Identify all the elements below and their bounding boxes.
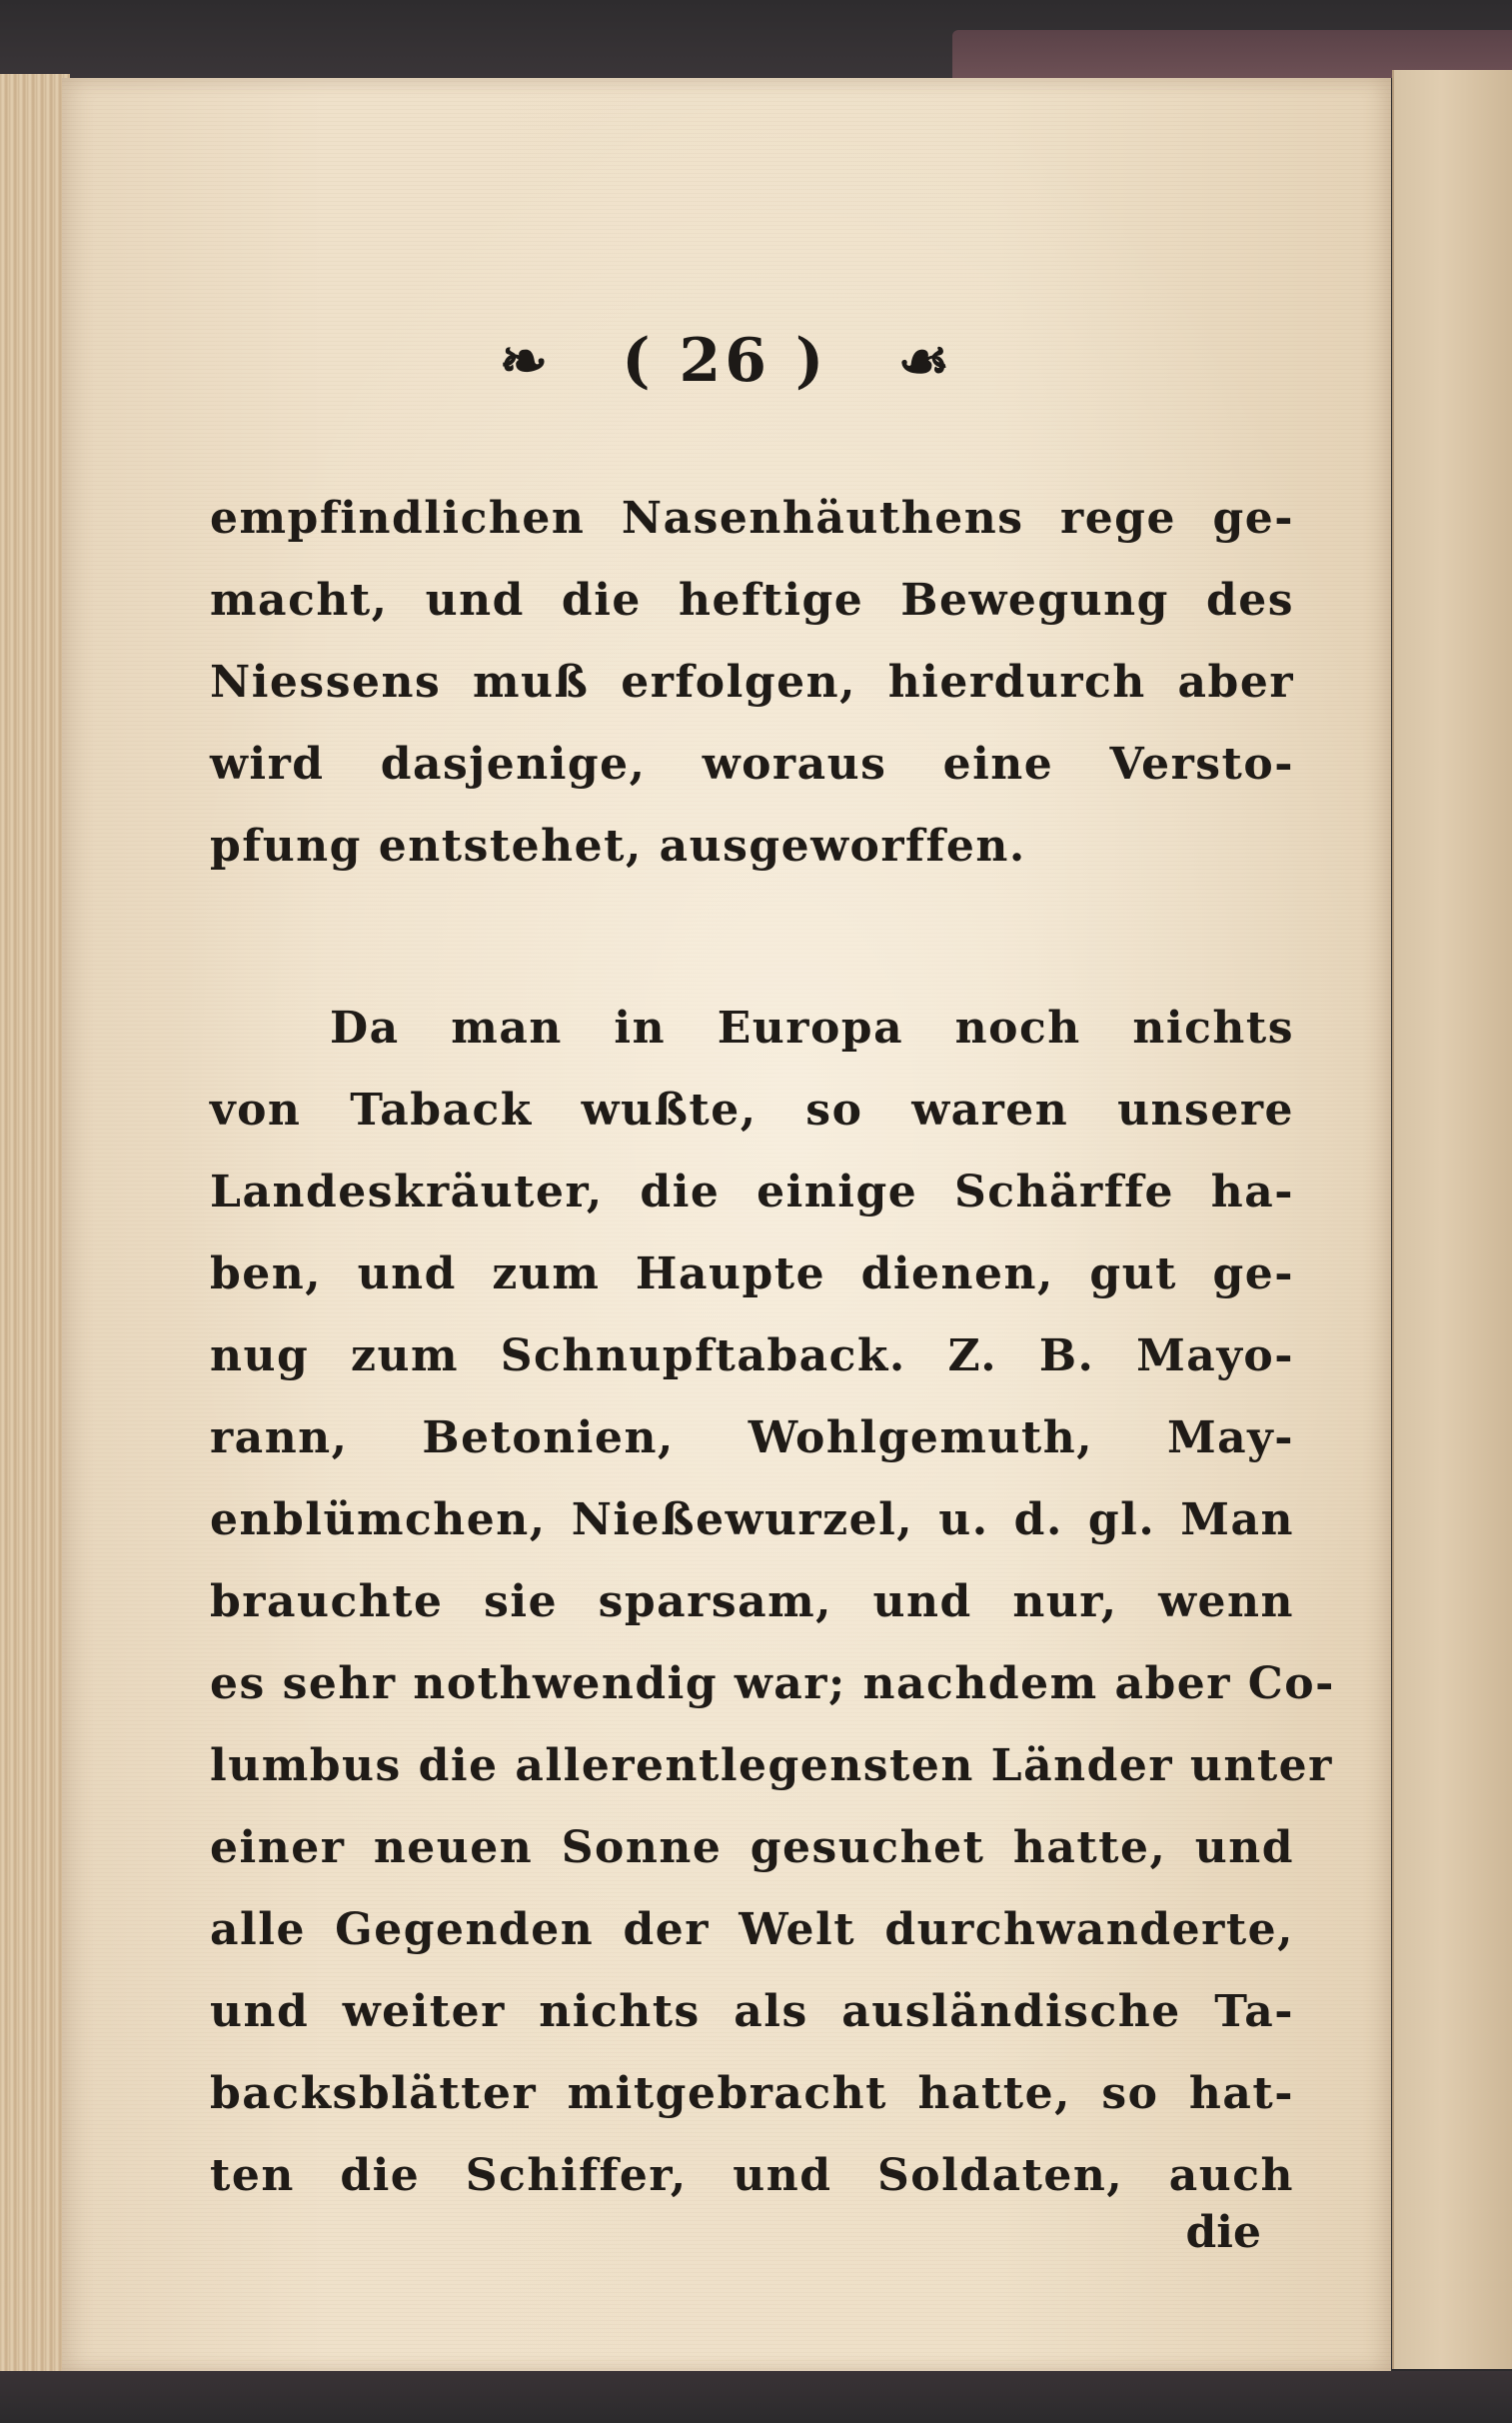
text-line: ben, und zum Haupte dienen, gut ge- bbox=[210, 1248, 1294, 1299]
text-line: empfindlichen Nasenhäuthens rege ge- bbox=[210, 493, 1294, 544]
text-line: ten die Schiffer, und Soldaten, auch bbox=[210, 2150, 1294, 2201]
page-stack-edge bbox=[0, 74, 70, 2383]
book-cover-top bbox=[0, 0, 1512, 78]
text-line: es sehr nothwendig war; nachdem aber Co- bbox=[210, 1658, 1335, 1709]
text-line: Da man in Europa noch nichts bbox=[330, 1003, 1294, 1054]
facing-leaf bbox=[1392, 70, 1512, 2369]
book-page bbox=[62, 78, 1391, 2373]
text-line: nug zum Schnupftaback. Z. B. Mayo- bbox=[210, 1330, 1294, 1381]
page-body bbox=[210, 478, 1335, 2217]
paragraph-gap bbox=[210, 888, 1294, 988]
text-line: und weiter nichts als ausländische Ta- bbox=[210, 1986, 1294, 2037]
text-line: lumbus die allerentlegensten Länder unter bbox=[210, 1740, 1333, 1791]
text-line: wird dasjenige, woraus eine Versto- bbox=[210, 739, 1294, 790]
book-cover-bottom bbox=[0, 2371, 1512, 2423]
text-line: von Taback wußte, so waren unsere bbox=[210, 1085, 1294, 1136]
catchword: die bbox=[1185, 2207, 1261, 2258]
text-line: rann, Betonien, Wohlgemuth, May- bbox=[210, 1412, 1294, 1463]
text-line: einer neuen Sonne gesuchet hatte, und bbox=[210, 1822, 1294, 1873]
left-ornament-icon: ❧ bbox=[499, 327, 553, 395]
text-line: Landeskräuter, die einige Schärffe ha- bbox=[210, 1167, 1294, 1217]
text-line: backsblätter mitgebracht hatte, so hat- bbox=[210, 2068, 1294, 2119]
text-line: macht, und die heftige Bewegung des bbox=[210, 575, 1294, 626]
text-line: alle Gegenden der Welt durchwanderte, bbox=[210, 1904, 1294, 1955]
right-ornament-icon: ☙ bbox=[897, 327, 954, 395]
paragraph-2 bbox=[210, 988, 1335, 2217]
text-line: pfung entstehet, ausgeworffen. bbox=[210, 821, 1026, 872]
running-header bbox=[62, 326, 1391, 396]
page-number: ( 26 ) bbox=[622, 326, 828, 396]
paragraph-1 bbox=[210, 478, 1294, 888]
text-line: brauchte sie sparsam, und nur, wenn bbox=[210, 1576, 1294, 1627]
text-line: Niessens muß erfolgen, hierdurch aber bbox=[210, 657, 1294, 708]
text-line: enblümchen, Nießewurzel, u. d. gl. Man bbox=[210, 1494, 1294, 1545]
